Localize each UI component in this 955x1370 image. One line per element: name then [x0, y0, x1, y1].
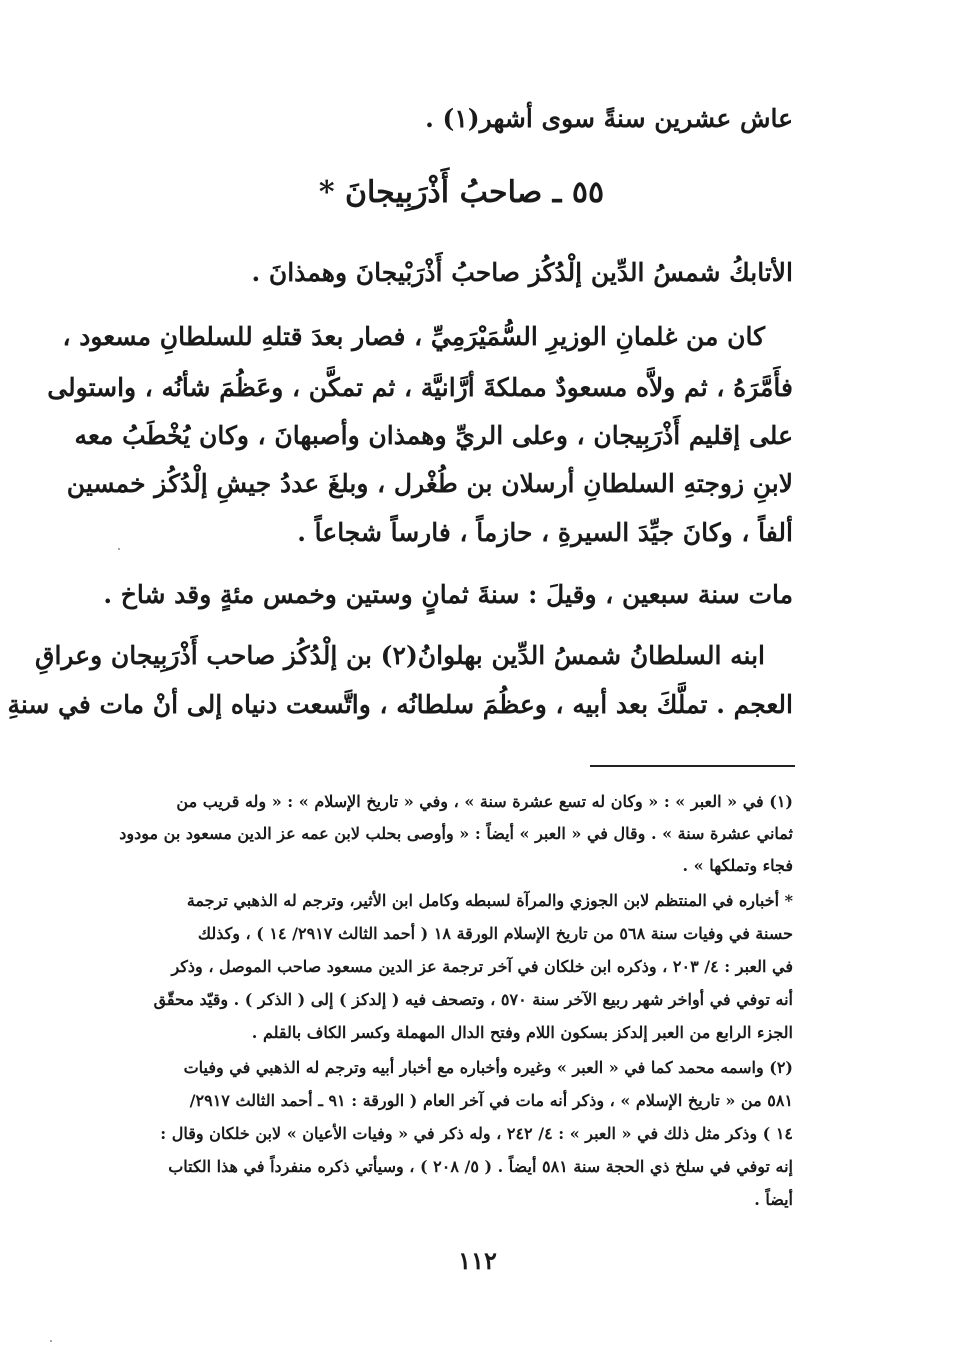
para4-line-1: ابنه السلطانُ شمسُ الدِّين بهلوانُ(٢) بن إلْدُكُز صاحب أَذْرَبِيجان وعراقِ	[35, 641, 765, 670]
footnote-separator	[590, 765, 795, 767]
footnote-1-line-3: فجاء وتملكها » .	[682, 856, 793, 875]
footnote-1-line-2: ثماني عشرة سنة » . وقال في « العبر » أيضاً : « وأوصى بحلب لابن عمه عز الدين مسعود بن مودود	[119, 824, 793, 843]
footnote-2-line-4: إنه توفي في سلخ ذي الحجة سنة ٥٨١ أيضاً . ( ٥/ ٢٠٨ ) ، وسيأتي ذكره منفرداً في هذا الكتاب	[168, 1157, 793, 1176]
footnote-star-line-5: الجزء الرابع من العبر إلدكز بسكون اللام وفتح الدال المهملة وكسر الكاف بالقلم .	[251, 1023, 793, 1042]
footnote-star-line-2: حسنة في وفيات سنة ٥٦٨ من تاريخ الإسلام الورقة ١٨ ( أحمد الثالث ٢٩١٧/ ١٤ ) ، وكذلك	[197, 924, 793, 943]
para2-line-5: ألفاً ، وكانَ جيِّدَ السيرةِ ، حازماً ، فارساً شجاعاً .	[297, 518, 793, 547]
entry-heading: ٥٥ ـ صاحبُ أَذْرَبِيجانَ *	[318, 175, 605, 210]
footnote-2-line-3: ١٤ ) وذكر مثل ذلك في « العبر » : ٤/ ٢٤٢ ، وله ذكر في « وفيات الأعيان » لابن خلكان وقال :	[160, 1124, 793, 1143]
para2-line-4: لابنِ زوجتهِ السلطانِ أرسلان بن طُغْرل ، وبلغَ عددُ جيشِ إلْدُكُز خمسين	[66, 469, 793, 498]
scan-speck	[118, 548, 120, 550]
intro-line: عاش عشرين سنةً سوى أشهر(١) .	[425, 104, 793, 133]
para4-line-2: العجم . تملَّكَ بعد أبيه ، وعظُمَ سلطانُه ، واتَّسعت دنياه إلى أنْ مات في سنةِ	[7, 690, 793, 719]
footnote-1-line-1: (١) في « العبر » : « وكان له تسع عشرة سنة » ، وفي « تاريخ الإسلام » : « وله قريب من	[176, 792, 793, 811]
footnote-2-line-1: (٢) واسمه محمد كما في « العبر » وغيره وأخباره مع أخبار أبيه وترجم له الذهبي في وفيات	[183, 1058, 793, 1077]
para3-line-1: مات سنة سبعين ، وقيلَ : سنةَ ثمانٍ وستين وخمس مئةٍ وقد شاخ .	[103, 580, 793, 609]
footnote-star-line-3: في العبر : ٤/ ٢٠٣ ، وذكره ابن خلكان في آخر ترجمة عز الدين مسعود صاحب الموصل ، وذكر	[171, 957, 793, 976]
page-number: ١١٢	[458, 1246, 497, 1275]
para2-line-2: فأَمَّرَهُ ، ثم ولاَّه مسعودٌ مملكةَ أرَّانيَّة ، ثم تمكَّن ، وعَظُمَ شأنُه ، واستولى	[47, 373, 793, 402]
footnote-2-line-5: أيضاً .	[754, 1190, 793, 1209]
para2-line-1: كان من غلمانِ الوزيرِ السُّمَيْرَمِيِّ ، فصار بعدَ قتلهِ للسلطانِ مسعود ،	[62, 322, 765, 351]
scan-speck	[50, 1340, 52, 1342]
footnote-star-line-4: أنه توفي في أواخر شهر ربيع الآخر سنة ٥٧٠ ، وتصحف فيه ( إلدكز ) إلى ( الذكر ) . وقيّد محقّق	[153, 990, 793, 1009]
footnote-2-line-2: ٥٨١ من « تاريخ الإسلام » ، وذكر أنه مات في آخر العام ( الورقة : ٩١ ـ أحمد الثالث ٢٩١٧/	[189, 1091, 793, 1110]
para2-line-3: على إقليم أَذْرَبِيجان ، وعلى الريِّ وهمذان وأصبهانَ ، وكان يُخْطَبُ معه	[74, 421, 793, 450]
footnote-star-line-1: * أخباره في المنتظم لابن الجوزي والمرآة لسبطه وكامل ابن الأثير، وترجم له الذهبي ترجمة	[186, 891, 793, 910]
para1-line-1: الأتابكُ شمسُ الدِّين إلْدُكُز صاحبُ أَذْرَبْيجانَ وهمذانَ .	[251, 258, 793, 287]
